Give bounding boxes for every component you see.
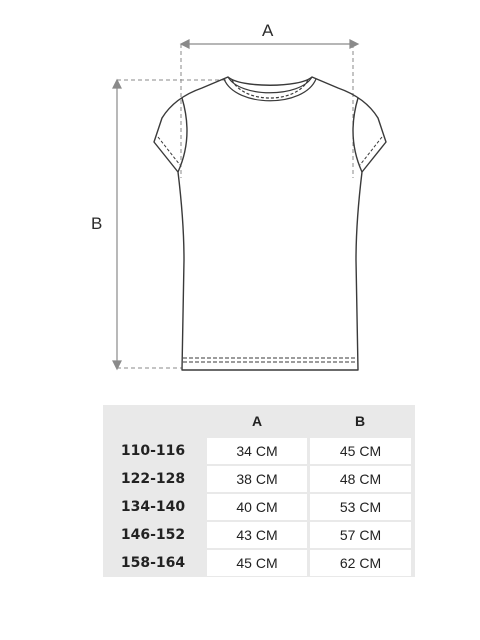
size-label: 146-152	[120, 527, 186, 543]
measurement-b: 53 CM	[310, 494, 411, 520]
dimension-b-guides	[117, 80, 226, 368]
dimension-a-label: A	[262, 21, 274, 40]
dimension-a-arrow	[181, 40, 358, 48]
measurement-a: 34 CM	[207, 438, 307, 464]
measurement-a: 43 CM	[207, 522, 307, 548]
size-label: 110-116	[120, 443, 186, 459]
measurement-b: 62 CM	[310, 550, 411, 576]
dimension-b-arrow	[113, 80, 121, 369]
size-label: 134-140	[120, 499, 186, 515]
dimension-b-label: B	[91, 214, 103, 233]
measurement-b: 57 CM	[310, 522, 411, 548]
table-row	[103, 437, 415, 465]
size-label: 122-128	[120, 471, 186, 487]
tshirt-sleeve-stitch	[158, 137, 382, 165]
table-row	[103, 549, 415, 577]
tshirt-outline	[154, 77, 386, 370]
measurement-b: 48 CM	[310, 466, 411, 492]
measurement-b: 45 CM	[310, 438, 411, 464]
measurement-a: 38 CM	[207, 466, 307, 492]
size-label: 158-164	[120, 555, 186, 571]
tshirt-hem-stitch	[183, 358, 357, 362]
measurement-a: 40 CM	[207, 494, 307, 520]
column-header-a: A	[251, 413, 263, 429]
dimension-a-guides	[181, 44, 353, 178]
tshirt-collar	[224, 77, 316, 101]
table-row	[103, 521, 415, 549]
column-header-b: B	[354, 413, 366, 429]
table-row	[103, 493, 415, 521]
measurement-a: 45 CM	[207, 550, 307, 576]
table-row	[103, 465, 415, 493]
size-table	[103, 405, 415, 577]
